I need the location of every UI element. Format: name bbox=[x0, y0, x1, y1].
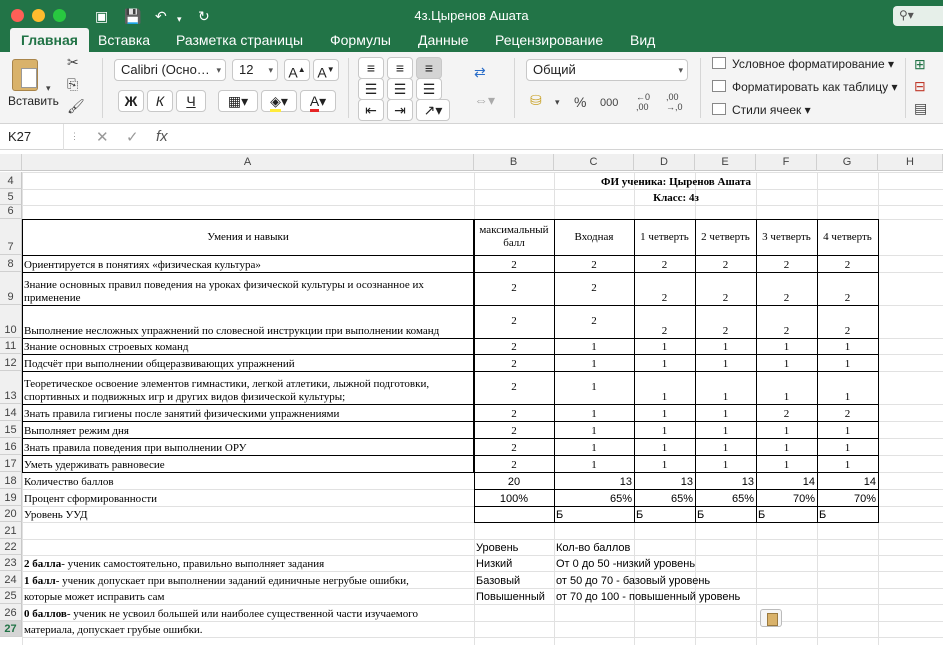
ribbon-separator bbox=[514, 58, 515, 118]
outdent-icon: ⇤ bbox=[365, 102, 377, 118]
score-cell: 1 bbox=[722, 358, 729, 370]
ribbon bbox=[0, 52, 943, 124]
decrease-font-button[interactable]: A▼ bbox=[313, 59, 339, 81]
score-cell: 1 bbox=[661, 425, 668, 437]
score-cell: 2 bbox=[783, 408, 790, 420]
score-cell: 2 bbox=[661, 259, 668, 271]
total-value: 13 bbox=[741, 476, 754, 488]
save-icon[interactable]: 💾 bbox=[124, 8, 142, 24]
score-cell: 2 bbox=[844, 408, 851, 420]
name-box-dropdown-icon[interactable]: ⋮ bbox=[70, 131, 79, 141]
row-header-19[interactable]: 19 bbox=[0, 489, 22, 506]
fill-color-icon: ◈ bbox=[270, 93, 281, 112]
table-border bbox=[634, 219, 635, 523]
header-quarter-2: 2 четверть bbox=[701, 230, 750, 243]
undo-dropdown-icon[interactable]: ▾ bbox=[177, 14, 182, 24]
orientation-button[interactable] bbox=[416, 99, 450, 121]
score-cell: 1 bbox=[722, 391, 729, 403]
row-header-27[interactable]: 27 bbox=[0, 621, 22, 637]
increase-font-button[interactable]: A▲ bbox=[284, 59, 310, 81]
score-cell: 1 bbox=[591, 459, 597, 471]
bold-button[interactable]: Ж bbox=[118, 90, 144, 112]
score-cell: 2 bbox=[844, 325, 851, 337]
score-cell: 2 bbox=[661, 292, 668, 304]
legend-basic: Базовый bbox=[476, 575, 521, 587]
row-header-15[interactable]: 15 bbox=[0, 421, 22, 438]
score-cell: 2 bbox=[783, 292, 790, 304]
row-header-26[interactable]: 26 bbox=[0, 604, 22, 621]
score-cell: 1 bbox=[661, 408, 668, 420]
name-box[interactable]: K27 bbox=[0, 124, 64, 150]
score-cell: 1 bbox=[591, 358, 597, 370]
table-border bbox=[474, 219, 475, 523]
row-header-24[interactable]: 24 bbox=[0, 571, 22, 588]
note-0-points-text: - ученик не усвоил большей или наиболее существенной части изучаемого bbox=[66, 608, 418, 620]
paste-options-icon[interactable] bbox=[760, 609, 782, 627]
tab-page-layout[interactable]: Разметка страницы bbox=[176, 32, 304, 48]
legend-level-header: Уровень bbox=[476, 542, 519, 554]
column-header-b[interactable]: B bbox=[474, 154, 554, 171]
table-border bbox=[695, 219, 696, 523]
note-1-point-cont: которые может исправить сам bbox=[24, 591, 165, 603]
row-header-13[interactable]: 13 bbox=[0, 371, 22, 404]
note-2-points-bold: 2 балла bbox=[24, 558, 62, 570]
spreadsheet-grid[interactable] bbox=[0, 154, 943, 645]
table-border bbox=[22, 438, 879, 439]
ribbon-tabs bbox=[0, 28, 943, 52]
note-2-points-text: - ученик самостоятельно, правильно выполняет задания bbox=[61, 558, 325, 570]
table-border bbox=[22, 338, 879, 339]
increase-decimal-icon[interactable]: ←0 ,00 bbox=[636, 92, 651, 112]
number-format-select[interactable]: Общий ▾ bbox=[526, 59, 688, 81]
header-quarter-3: 3 четверть bbox=[762, 230, 811, 243]
score-cell: 1 bbox=[783, 391, 790, 403]
row-header-17[interactable]: 17 bbox=[0, 455, 22, 472]
score-cell: 1 bbox=[661, 391, 668, 403]
orientation-icon: ↗▾ bbox=[423, 102, 443, 118]
row-header-7[interactable]: 7 bbox=[0, 219, 22, 255]
row-header-12[interactable]: 12 bbox=[0, 354, 22, 371]
align-top-button[interactable] bbox=[358, 57, 384, 79]
skill-name: Теоретическое освоение элементов гимнастики, легкой атлетики, лыжной подготовки, спортивных и подвижных игр и других видов физической культуры; bbox=[24, 378, 430, 403]
score-cell: 2 bbox=[511, 358, 517, 370]
skill-name: Знание основных строевых команд bbox=[24, 341, 189, 353]
table-border bbox=[474, 506, 879, 507]
score-cell: 1 bbox=[591, 425, 597, 437]
score-cell: 2 bbox=[783, 259, 790, 271]
align-left-button[interactable] bbox=[358, 78, 384, 100]
table-border bbox=[474, 522, 879, 523]
student-title: ФИ ученика: Цыренов Ашата bbox=[601, 176, 751, 188]
borders-button[interactable] bbox=[218, 90, 258, 112]
delete-cells-icon[interactable]: ⊟ bbox=[914, 78, 926, 94]
note-1-point bbox=[22, 571, 474, 588]
score-cell: 2 bbox=[511, 381, 517, 393]
level-value: Б bbox=[556, 509, 564, 521]
skill-name: Уметь удерживать равновесие bbox=[24, 459, 165, 471]
score-cell: 1 bbox=[722, 442, 729, 454]
score-cell: 2 bbox=[511, 425, 517, 437]
align-bottom-button[interactable] bbox=[416, 57, 442, 79]
percent-max: 100% bbox=[499, 493, 529, 505]
align-bottom-icon: ≡ bbox=[424, 60, 434, 76]
total-value: 13 bbox=[619, 476, 632, 488]
window-title: 4з.Цыренов Ашата bbox=[414, 8, 529, 23]
score-cell: 1 bbox=[844, 358, 851, 370]
row-header-5[interactable]: 5 bbox=[0, 189, 22, 205]
percent-value: 70% bbox=[792, 493, 815, 505]
score-cell: 1 bbox=[844, 442, 851, 454]
note-1-point-bold: 1 балл bbox=[24, 575, 56, 587]
header-quarter-4: 4 четверть bbox=[823, 230, 872, 243]
header-max-score: максимальный балл bbox=[479, 224, 549, 249]
header-quarter-1: 1 четверть bbox=[640, 230, 689, 243]
ribbon-separator bbox=[102, 58, 103, 118]
score-cell: 2 bbox=[511, 315, 517, 327]
note-0-points-cont: материала, допускает грубые ошибки. bbox=[24, 624, 203, 636]
percent-value: 65% bbox=[609, 493, 632, 505]
gridline bbox=[22, 205, 943, 206]
format-as-table-button[interactable]: Форматировать как таблицу ▾ bbox=[712, 80, 898, 94]
score-cell: 2 bbox=[511, 442, 517, 454]
table-border bbox=[22, 219, 23, 473]
sidebar-icon[interactable]: ▣ bbox=[95, 8, 109, 24]
level-value: Б bbox=[697, 509, 705, 521]
legend-high-range: от 70 до 100 - повышенный уровень bbox=[556, 591, 741, 603]
table-border bbox=[22, 472, 879, 473]
redo-icon[interactable]: ↻ bbox=[198, 8, 210, 24]
legend-low: Низкий bbox=[476, 558, 513, 570]
underline-button[interactable]: Ч bbox=[176, 90, 206, 112]
gridline bbox=[22, 637, 943, 638]
table-icon bbox=[712, 80, 726, 92]
fill-color-button[interactable]: ◈▾ bbox=[261, 90, 297, 112]
align-left-icon: ☰ bbox=[364, 81, 378, 97]
currency-icon[interactable]: ⛁ bbox=[530, 92, 542, 108]
score-cell: 1 bbox=[722, 408, 729, 420]
search-box[interactable] bbox=[893, 6, 943, 26]
row-header-9[interactable]: 9 bbox=[0, 272, 22, 305]
ribbon-separator bbox=[700, 58, 701, 118]
row-header-4[interactable]: 4 bbox=[0, 172, 22, 189]
align-right-button[interactable] bbox=[416, 78, 442, 100]
undo-icon[interactable]: ↶ bbox=[155, 8, 167, 24]
column-header-c[interactable]: C bbox=[554, 154, 634, 171]
level-value: Б bbox=[636, 509, 644, 521]
row-header-14[interactable]: 14 bbox=[0, 404, 22, 421]
increase-indent-button[interactable] bbox=[387, 99, 413, 121]
table-border bbox=[22, 354, 879, 355]
skill-name: Подсчёт при выполнении общеразвивающих упражнений bbox=[24, 358, 295, 370]
percent-label: Процент сформированности bbox=[24, 493, 158, 505]
score-cell: 2 bbox=[591, 259, 597, 271]
ribbon-separator bbox=[348, 58, 349, 118]
row-header-20[interactable]: 20 bbox=[0, 506, 22, 522]
wrap-text-icon[interactable]: ⇄ bbox=[474, 64, 486, 80]
enter-icon[interactable]: ✓ bbox=[126, 129, 139, 146]
score-cell: 1 bbox=[844, 391, 851, 403]
tab-formulas[interactable]: Формулы bbox=[330, 32, 391, 48]
score-cell: 1 bbox=[661, 459, 668, 471]
total-value: 14 bbox=[802, 476, 815, 488]
score-cell: 2 bbox=[591, 282, 597, 294]
total-label: Количество баллов bbox=[24, 476, 114, 488]
score-cell: 2 bbox=[591, 315, 597, 327]
decrease-decimal-icon[interactable]: ,00 →,0 bbox=[666, 92, 683, 112]
note-2-points bbox=[22, 555, 474, 571]
legend-basic-range: от 50 до 70 - базовый уровень bbox=[556, 575, 711, 587]
align-center-icon: ☰ bbox=[393, 81, 407, 97]
score-cell: 1 bbox=[783, 459, 790, 471]
header-skills: Умения и навыки bbox=[207, 230, 289, 243]
level-label: Уровень УУД bbox=[24, 509, 88, 521]
table-border bbox=[756, 219, 757, 523]
score-cell: 1 bbox=[844, 425, 851, 437]
score-cell: 1 bbox=[722, 425, 729, 437]
score-cell: 2 bbox=[722, 292, 729, 304]
score-cell: 1 bbox=[722, 341, 729, 353]
table-border bbox=[22, 404, 879, 405]
score-cell: 1 bbox=[722, 459, 729, 471]
row-header-22[interactable]: 22 bbox=[0, 539, 22, 555]
level-value: Б bbox=[758, 509, 766, 521]
score-cell: 2 bbox=[722, 259, 729, 271]
table-border bbox=[22, 272, 879, 273]
chevron-down-icon: ▾ bbox=[678, 65, 683, 75]
score-cell: 1 bbox=[661, 358, 668, 370]
thousands-button[interactable]: 000 bbox=[600, 97, 619, 109]
score-cell: 1 bbox=[591, 381, 597, 393]
table-border bbox=[878, 219, 879, 523]
select-all-corner[interactable] bbox=[0, 154, 22, 171]
score-cell: 1 bbox=[844, 341, 851, 353]
score-cell: 1 bbox=[591, 408, 597, 420]
font-name-select[interactable]: Calibri (Осно… ▾ bbox=[114, 59, 226, 81]
cut-icon[interactable]: ✂ bbox=[67, 54, 79, 70]
align-top-icon: ≡ bbox=[366, 60, 376, 76]
column-header-d[interactable]: D bbox=[634, 154, 695, 171]
score-cell: 2 bbox=[661, 325, 668, 337]
align-middle-button[interactable] bbox=[387, 57, 413, 79]
score-cell: 1 bbox=[591, 341, 597, 353]
note-1-point-text: - ученик допускает при выполнении заданий единичные негрубые ошибки, bbox=[55, 575, 409, 587]
score-cell: 2 bbox=[844, 259, 851, 271]
decrease-indent-button[interactable] bbox=[358, 99, 384, 121]
font-color-button[interactable]: A▾ bbox=[300, 90, 336, 112]
score-cell: 1 bbox=[783, 341, 790, 353]
skill-name: Знание основных правил поведения на уроках физической культуры и осознанное их применение bbox=[24, 279, 424, 304]
skill-name: Выполнение несложных упражнений по словесной инструкции при выполнении команд bbox=[24, 325, 440, 337]
column-header-g[interactable]: G bbox=[817, 154, 878, 171]
column-header-h[interactable]: H bbox=[878, 154, 943, 171]
score-cell: 2 bbox=[783, 325, 790, 337]
font-size-select[interactable]: 12 ▾ bbox=[232, 59, 278, 81]
chevron-down-icon: ▾ bbox=[268, 65, 273, 75]
header-input: Входная bbox=[574, 230, 614, 243]
paste-icon[interactable] bbox=[12, 59, 38, 91]
ribbon-separator bbox=[905, 58, 906, 118]
score-cell: 2 bbox=[511, 408, 517, 420]
align-right-icon: ☰ bbox=[422, 81, 436, 97]
paste-label[interactable]: Вставить bbox=[8, 94, 59, 108]
conditional-formatting-button[interactable]: Условное форматирование ▾ bbox=[712, 57, 894, 71]
score-cell: 2 bbox=[722, 325, 729, 337]
align-center-button[interactable] bbox=[387, 78, 413, 100]
merge-cells-icon[interactable]: ⇔▾ bbox=[474, 92, 496, 108]
table-border bbox=[554, 219, 555, 523]
score-cell: 1 bbox=[783, 442, 790, 454]
column-header-a[interactable]: A bbox=[22, 154, 474, 171]
format-cells-icon[interactable]: ▤ bbox=[914, 100, 928, 116]
legend-points-header: Кол-во баллов bbox=[556, 542, 631, 554]
insert-cells-icon[interactable]: ⊞ bbox=[914, 56, 926, 72]
row-header-18[interactable]: 18 bbox=[0, 472, 22, 489]
table-border bbox=[22, 421, 879, 422]
legend-high: Повышенный bbox=[476, 591, 545, 603]
search-icon: ⚲▾ bbox=[899, 8, 914, 22]
score-cell: 2 bbox=[844, 292, 851, 304]
row-header-11[interactable]: 11 bbox=[0, 338, 22, 354]
score-cell: 1 bbox=[783, 358, 790, 370]
total-value: 14 bbox=[863, 476, 876, 488]
italic-button[interactable]: К bbox=[147, 90, 173, 112]
table-border bbox=[474, 489, 879, 490]
percent-button[interactable]: % bbox=[574, 94, 587, 110]
score-cell: 2 bbox=[511, 341, 517, 353]
skill-name: Ориентируется в понятиях «физическая культура» bbox=[24, 259, 261, 271]
percent-value: 70% bbox=[853, 493, 876, 505]
class-label: Класс: 4з bbox=[653, 192, 699, 204]
format-painter-icon[interactable]: 🖌 bbox=[67, 98, 85, 114]
align-middle-icon: ≡ bbox=[395, 60, 405, 76]
currency-dropdown-icon[interactable]: ▾ bbox=[555, 97, 560, 107]
paste-dropdown-icon[interactable]: ▾ bbox=[46, 83, 51, 93]
percent-value: 65% bbox=[731, 493, 754, 505]
tab-review[interactable]: Рецензирование bbox=[495, 32, 604, 48]
score-cell: 1 bbox=[591, 442, 597, 454]
cancel-icon[interactable]: ✕ bbox=[96, 129, 109, 146]
row-header-16[interactable]: 16 bbox=[0, 438, 22, 455]
score-cell: 2 bbox=[511, 259, 517, 271]
skill-name: Выполняет режим дня bbox=[24, 425, 129, 437]
skill-name: Знать правила поведения при выполнении ОРУ bbox=[24, 442, 247, 454]
chevron-down-icon: ▾ bbox=[216, 65, 221, 75]
table-border bbox=[22, 219, 879, 220]
table-border bbox=[22, 455, 879, 456]
row-header-25[interactable]: 25 bbox=[0, 588, 22, 604]
score-cell: 1 bbox=[783, 425, 790, 437]
table-border bbox=[817, 219, 818, 523]
tab-view[interactable]: Вид bbox=[630, 32, 656, 48]
row-header-8[interactable]: 8 bbox=[0, 255, 22, 272]
row-header-21[interactable]: 21 bbox=[0, 522, 22, 539]
column-header-e[interactable]: E bbox=[695, 154, 756, 171]
note-0-points-bold: 0 баллов bbox=[24, 608, 67, 620]
formula-bar bbox=[0, 124, 943, 150]
table-border bbox=[22, 255, 879, 256]
score-cell: 1 bbox=[661, 341, 668, 353]
skill-name: Знать правила гигиены после занятий физическими упражнениями bbox=[24, 408, 340, 420]
row-header-23[interactable]: 23 bbox=[0, 555, 22, 571]
score-cell: 2 bbox=[511, 282, 517, 294]
insert-function-icon[interactable]: fx bbox=[156, 128, 168, 145]
note-0-points bbox=[22, 604, 474, 621]
score-cell: 1 bbox=[661, 442, 668, 454]
legend-low-range: От 0 до 50 -низкий уровень bbox=[556, 558, 696, 570]
total-max: 20 bbox=[507, 476, 521, 488]
row-header-6[interactable]: 6 bbox=[0, 205, 22, 219]
score-cell: 1 bbox=[844, 459, 851, 471]
table-border bbox=[22, 305, 879, 306]
indent-icon: ⇥ bbox=[394, 102, 406, 118]
score-cell: 2 bbox=[511, 459, 517, 471]
borders-icon: ▦▾ bbox=[227, 93, 249, 109]
font-color-icon: A bbox=[310, 93, 319, 112]
cell-styles-button[interactable]: Стили ячеек ▾ bbox=[712, 103, 811, 117]
cell-styles-icon bbox=[712, 103, 726, 115]
tab-insert[interactable]: Вставка bbox=[98, 32, 151, 48]
table-border bbox=[22, 371, 879, 372]
tab-data[interactable]: Данные bbox=[418, 32, 469, 48]
conditional-formatting-icon bbox=[712, 57, 726, 69]
total-value: 13 bbox=[680, 476, 693, 488]
row-header-10[interactable]: 10 bbox=[0, 305, 22, 338]
level-value: Б bbox=[819, 509, 827, 521]
percent-value: 65% bbox=[670, 493, 693, 505]
copy-icon[interactable]: ⎘ bbox=[67, 76, 79, 92]
column-header-f[interactable]: F bbox=[756, 154, 817, 171]
tab-home[interactable]: Главная bbox=[10, 28, 89, 52]
